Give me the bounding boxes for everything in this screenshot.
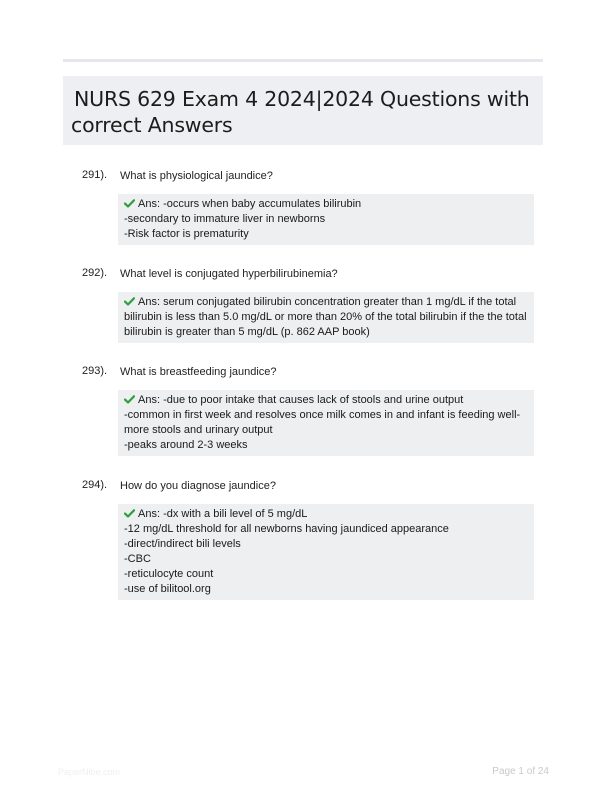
answer-line [124,507,528,522]
question-text: What level is conjugated hyperbilirubinemia? [120,268,338,280]
answer-line: -CBC [124,553,151,565]
title-banner [63,76,543,145]
answer-box [118,390,534,456]
checkmark-icon [124,297,135,306]
answer-text: Ans: serum conjugated bilirubin concentration greater than 1 mg/dL if the total [138,296,517,308]
answer-text: Ans: -due to poor intake that causes lack of stools and urine output [138,394,464,406]
answer-line: -common in first week and resolves once milk comes in and infant is feeding well- [124,409,521,421]
answer-line [124,295,528,310]
checkmark-icon [124,395,135,404]
page-title-line2: correct Answers [71,113,233,137]
answer-line: -12 mg/dL threshold for all newborns having jaundiced appearance [124,523,449,535]
answer-line: -direct/indirect bili levels [124,538,241,550]
question-text: What is physiological jaundice? [120,170,273,182]
answer-line: more stools and urinary output [124,424,273,436]
answer-line: -secondary to immature liver in newborns [124,213,326,225]
answer-line: -use of bilitool.org [124,583,211,595]
question-number: 294). [82,479,108,491]
question-number: 292). [82,267,108,279]
answer-line [124,197,528,212]
answer-box [118,292,534,343]
answer-line: -peaks around 2-3 weeks [124,439,248,451]
page-number: Page 1 of 24 [492,766,549,777]
answer-line: -Risk factor is prematurity [124,228,249,240]
answer-box [118,194,534,245]
question-text: How do you diagnose jaundice? [120,480,276,492]
answer-line: -reticulocyte count [124,568,214,580]
checkmark-icon [124,509,135,518]
checkmark-icon [124,199,135,208]
answer-text: Ans: -occurs when baby accumulates bilirubin [138,198,362,210]
answer-text: Ans: -dx with a bili level of 5 mg/dL [138,508,308,520]
page-title [71,86,535,138]
answer-box [118,504,534,600]
top-divider [63,59,543,62]
answer-line [124,393,528,408]
page-title-line1: NURS 629 Exam 4 2024|2024 Questions with [74,87,530,111]
question-number: 293). [82,365,108,377]
answer-line: bilirubin is less than 5.0 mg/dL or more than 20% of the total bilirubin if the the total [124,311,527,323]
question-number: 291). [82,169,108,181]
footer-watermark: PaperNibe.com [58,767,121,777]
answer-line: bilirubin is greater than 5 mg/dL (p. 862 AAP book) [124,326,370,338]
question-text: What is breastfeeding jaundice? [120,366,277,378]
